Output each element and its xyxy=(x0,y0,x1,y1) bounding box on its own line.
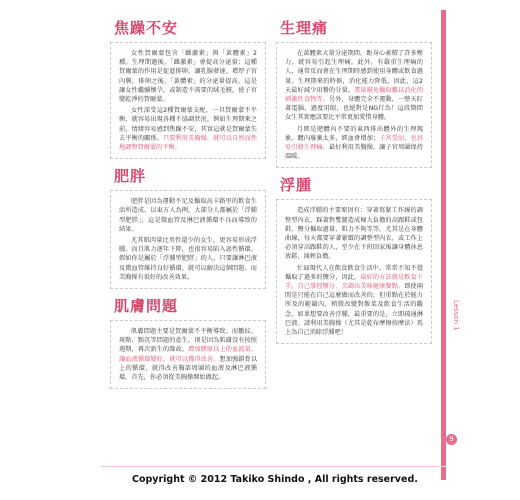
paragraph: 肥胖是因為運動不足及攝取高卡路里的飲食生活所造成。以東方人為例，大部分人都屬於「浮腫型肥胖」，這是微血管及淋巴液循環不良而導致的結果。 xyxy=(119,198,257,233)
section-skin xyxy=(110,320,266,389)
text: 即使兩間是只能在自己這麼做而改善的，但重點在於能力所及的範圍內，稍微改變對飯菜及飲食生活的觀念。如果想要改善浮腫，最重要的是，立即疏通淋巴液。請利用美胸操（尤其是乾布摩擦按摩法）馬上為自己消除浮腫吧！ xyxy=(285,283,424,337)
section-irritability xyxy=(110,42,266,159)
text: 想加強鎖骨以上的循環，就得改善胸部周圍的血液及淋巴液循環。首先，你必須從美胸操開始做起。 xyxy=(119,355,258,382)
text: 女性深受這2種賀爾蒙支配，一旦賀爾蒙不平衡，就容易出現各種不協調狀況。例如生理期來之前，情緒容易感到焦躁不安，其實這就是賀爾蒙失去平衡的關係。 xyxy=(119,107,257,142)
left-column xyxy=(110,13,266,395)
right-column xyxy=(276,13,432,350)
heading-swelling: 浮腫 xyxy=(280,176,313,195)
heading-period-pain: 生理痛 xyxy=(280,19,329,37)
lesson-label: Lesson 1 xyxy=(452,300,460,331)
paragraph xyxy=(119,106,257,152)
highlight-text: 最好的方法就是飲食下手，自己掌控鹽分，烹調出美味健康餐點。 xyxy=(285,273,424,291)
highlight-text: 盡量避免攝取難以消化的刺激性食物等。 xyxy=(285,86,424,104)
paragraph xyxy=(285,49,423,123)
text: 最好利用美胸操，讓子宮周圍保持溫暖。 xyxy=(285,144,423,161)
text: 在黃體素大量分泌期間，距身心紊積了許多壓力，就容易引起生理痛。此外，有嚴重生理痛的人，通常反而會在生理期時感到使用身體或飲食過量。生理期來的時候，消化能力降低，因此，這2天最好減少用餐的分量。 xyxy=(285,50,423,94)
section-period-pain xyxy=(276,42,432,168)
text: 忙碌現代人在飲食飲食生活中，常常不知不覺攝取了過多的鹽分，因此， xyxy=(285,264,423,281)
heading-irritability: 焦躁不安 xyxy=(114,19,179,37)
book-page xyxy=(100,13,436,463)
copyright-text: Copyright © 2012 Takiko Shindo , All rights reserved. xyxy=(132,474,418,485)
highlight-text: 子宮受涼，也容易引發生理痛。 xyxy=(285,134,423,152)
text: 月經是肥體內不要的東西排出體外的生理現象。體內廢棄太多，經血會增加； xyxy=(285,125,423,142)
paragraph: 女性賀爾蒙包含「雌激素」與「黃體素」2種。生理期過後，「雌激素」會提高分泌量；這種賀爾蒙的作用是促進排卵，讓乳腺發達、增厚子宮內膜。排卵之後，「黃體素」的分泌量提高，這是讓女性繼續懷孕，或制造不需要的絨毛膜，使子宮變乾淨的賀爾蒙。 xyxy=(119,50,257,104)
paragraph xyxy=(285,264,423,338)
paragraph xyxy=(285,125,423,162)
highlight-text: 只要利用美胸操，就可以自然而然地調整賀爾蒙的平衡。 xyxy=(119,134,257,152)
paragraph: 尤其肌肉量比男性還少的女生，更容易形成浮腫。而且肌力逐年下降，也很容易陷入惡性循環。假如你是屬於「浮腫型肥胖」的人，只要讓淋巴液及微血管維持良好循環，就可以解決這個問題。而美胸操有很好的改善效果。 xyxy=(119,237,257,281)
footer-divider xyxy=(100,466,446,467)
section-obesity xyxy=(110,190,266,289)
section-swelling xyxy=(276,199,432,344)
text: 肌膚問題主要是賀爾蒙不平衡導致。而皺紋、斑點、黯沉等問題的產生，則是因為肌膚沒有按照週期，再次新生的緣故。 xyxy=(119,328,257,354)
page-number: 9 xyxy=(446,434,457,445)
text: 另外，身體完全不運動，一整天盯著電腦，過度用眼，也絕對是NG行為！這段期間女生其實應該要比平常更加愛惜身體。 xyxy=(285,96,423,122)
highlight-text: 增加膠原以上的血流量，讓血液循環變好，就可以獲得改善。 xyxy=(119,346,258,363)
heading-obesity: 肥胖 xyxy=(114,167,147,186)
paragraph: 造成浮腫的主要原因有：穿著寫緊工作線的調整型內衣、踩著對雙腿造成極大負擔的高跟鞋或包鞋、鹽分攝取過量、肌力不夠等等。尤其是在身體曲線，每天都要穿著緊緻的調整型內衣，或工作上必須穿高跟鞋的人，至少在下班回家後讓身體休息放鬆，減輕負擔。 xyxy=(285,207,423,261)
paragraph xyxy=(119,327,257,382)
heading-skin: 肌膚問題 xyxy=(114,297,179,316)
page-edge-stripe xyxy=(441,10,446,480)
